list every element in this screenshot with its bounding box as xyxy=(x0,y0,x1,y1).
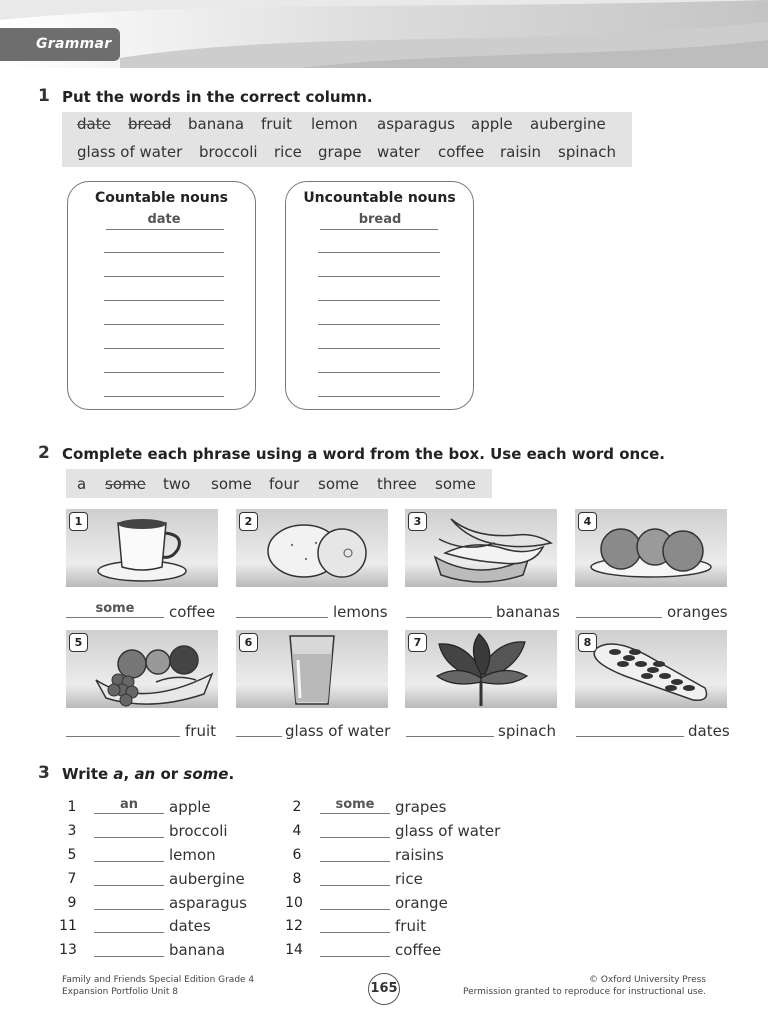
word-crossed: bread xyxy=(128,115,172,133)
phrase-word: lemons xyxy=(333,603,388,621)
example-answer: some xyxy=(95,601,135,616)
example-answer: some xyxy=(335,797,375,812)
item-number: 6 xyxy=(292,847,302,863)
exercise-instruction: Write a, an or some. xyxy=(62,765,235,783)
section-tab: Grammar xyxy=(0,28,120,61)
word: grape xyxy=(318,143,362,161)
item-word: asparagus xyxy=(169,894,247,912)
word: asparagus xyxy=(377,115,455,133)
bananas-icon xyxy=(405,509,557,587)
item-number-badge: 4 xyxy=(578,512,597,531)
answer-line[interactable] xyxy=(318,276,440,277)
item-number: 12 xyxy=(285,918,303,934)
footer-copyright: © Oxford University Press xyxy=(588,975,706,985)
item-number: 10 xyxy=(285,895,303,911)
phrase-word: dates xyxy=(688,722,730,740)
word: some xyxy=(318,475,359,493)
item-word: aubergine xyxy=(169,870,245,888)
item-word: fruit xyxy=(395,917,427,935)
page-number: 165 xyxy=(368,973,400,1005)
answer-line[interactable] xyxy=(94,885,164,886)
word: spinach xyxy=(558,143,616,161)
fruit-bowl-picture xyxy=(66,630,218,708)
exercise-instruction: Complete each phrase using a word from the box. Use each word once. xyxy=(62,445,665,463)
word: some xyxy=(435,475,476,493)
answer-line[interactable] xyxy=(94,813,164,814)
answer-line[interactable] xyxy=(94,909,164,910)
answer-line[interactable] xyxy=(320,229,438,230)
footer-permission: Permission granted to reproduce for instructional use. xyxy=(462,987,706,997)
answer-line[interactable] xyxy=(318,348,440,349)
phrase-word: glass of water xyxy=(285,722,391,740)
word: some xyxy=(211,475,252,493)
word-crossed: date xyxy=(77,115,111,133)
answer-line[interactable] xyxy=(104,300,224,301)
item-word: coffee xyxy=(395,941,442,959)
example-answer: bread xyxy=(358,212,402,227)
answer-line[interactable] xyxy=(94,837,164,838)
uncountable-column xyxy=(285,181,474,410)
item-word: orange xyxy=(395,894,448,912)
dates-dish-picture xyxy=(575,630,727,708)
dates-dish-icon xyxy=(575,630,727,708)
answer-line[interactable] xyxy=(318,324,440,325)
answer-line[interactable] xyxy=(66,736,180,737)
answer-line[interactable] xyxy=(94,956,164,957)
word: aubergine xyxy=(530,115,606,133)
word: two xyxy=(163,475,191,493)
answer-line[interactable] xyxy=(320,956,390,957)
answer-line[interactable] xyxy=(104,252,224,253)
phrase-word: coffee xyxy=(169,603,216,621)
word: rice xyxy=(274,143,302,161)
answer-line[interactable] xyxy=(320,813,390,814)
item-word: broccoli xyxy=(169,822,228,840)
answer-line[interactable] xyxy=(320,885,390,886)
item-word: grapes xyxy=(395,798,447,816)
word: water xyxy=(377,143,420,161)
word: broccoli xyxy=(199,143,258,161)
phrase-word: fruit xyxy=(185,722,217,740)
answer-line[interactable] xyxy=(318,300,440,301)
phrase-word: oranges xyxy=(667,603,728,621)
item-number-badge: 6 xyxy=(239,633,258,652)
item-word: rice xyxy=(395,870,423,888)
item-number: 8 xyxy=(292,871,302,887)
exercise-instruction: Put the words in the correct column. xyxy=(62,88,373,106)
item-word: banana xyxy=(169,941,226,959)
item-number-badge: 8 xyxy=(578,633,597,652)
answer-line[interactable] xyxy=(406,736,494,737)
word: four xyxy=(269,475,300,493)
lemons-icon xyxy=(236,509,388,587)
answer-line[interactable] xyxy=(576,736,684,737)
footer-unit: Expansion Portfolio Unit 8 xyxy=(62,987,178,997)
spinach-icon xyxy=(405,630,557,708)
word: coffee xyxy=(438,143,485,161)
item-word: dates xyxy=(169,917,211,935)
item-number: 1 xyxy=(67,799,77,815)
countable-column xyxy=(67,181,256,410)
exercise-number: 2 xyxy=(38,443,50,463)
answer-line[interactable] xyxy=(318,252,440,253)
exercise-number: 3 xyxy=(38,763,50,783)
item-number: 14 xyxy=(285,942,303,958)
glass-of-water-picture xyxy=(236,630,388,708)
coffee-cup-icon xyxy=(66,509,218,587)
item-number: 7 xyxy=(67,871,77,887)
answer-line[interactable] xyxy=(104,348,224,349)
answer-line[interactable] xyxy=(104,276,224,277)
item-number-badge: 1 xyxy=(69,512,88,531)
item-number: 9 xyxy=(67,895,77,911)
oranges-icon xyxy=(575,509,727,587)
answer-line[interactable] xyxy=(320,861,390,862)
word-crossed: some xyxy=(105,475,146,493)
lemons-picture xyxy=(236,509,388,587)
word: fruit xyxy=(261,115,293,133)
item-word: lemon xyxy=(169,846,216,864)
oranges-picture xyxy=(575,509,727,587)
item-word: apple xyxy=(169,798,211,816)
coffee-cup-picture xyxy=(66,509,218,587)
item-number-badge: 5 xyxy=(69,633,88,652)
item-number: 13 xyxy=(59,942,77,958)
spinach-picture xyxy=(405,630,557,708)
word: glass of water xyxy=(77,143,183,161)
word: apple xyxy=(471,115,513,133)
glass-of-water-icon xyxy=(236,630,388,708)
item-number-badge: 2 xyxy=(239,512,258,531)
answer-line[interactable] xyxy=(104,396,224,397)
answer-line[interactable] xyxy=(318,372,440,373)
answer-line[interactable] xyxy=(576,617,662,618)
word: a xyxy=(77,475,87,493)
exercise-number: 1 xyxy=(38,86,50,106)
answer-line[interactable] xyxy=(236,617,328,618)
answer-line[interactable] xyxy=(106,229,224,230)
item-word: glass of water xyxy=(395,822,501,840)
item-number: 11 xyxy=(59,918,77,934)
answer-line[interactable] xyxy=(94,861,164,862)
phrase-word: spinach xyxy=(498,722,556,740)
item-number: 2 xyxy=(292,799,302,815)
word: lemon xyxy=(311,115,358,133)
answer-line[interactable] xyxy=(104,372,224,373)
answer-line[interactable] xyxy=(94,932,164,933)
word: three xyxy=(377,475,417,493)
phrase-word: bananas xyxy=(496,603,560,621)
example-answer: an xyxy=(119,797,139,812)
answer-line[interactable] xyxy=(236,736,282,737)
bananas-picture xyxy=(405,509,557,587)
item-word: raisins xyxy=(395,846,444,864)
answer-line[interactable] xyxy=(320,837,390,838)
word: banana xyxy=(188,115,245,133)
item-number: 4 xyxy=(292,823,302,839)
item-number-badge: 3 xyxy=(408,512,427,531)
item-number: 5 xyxy=(67,847,77,863)
footer-course-title: Family and Friends Special Edition Grade 4 xyxy=(62,975,255,985)
item-number-badge: 7 xyxy=(408,633,427,652)
fruit-bowl-icon xyxy=(66,630,218,708)
answer-line[interactable] xyxy=(320,932,390,933)
answer-line[interactable] xyxy=(318,396,440,397)
example-answer: date xyxy=(147,212,181,227)
answer-line[interactable] xyxy=(320,909,390,910)
answer-line[interactable] xyxy=(406,617,492,618)
column-title: Countable nouns xyxy=(94,190,228,206)
answer-line[interactable] xyxy=(104,324,224,325)
item-number: 3 xyxy=(67,823,77,839)
answer-line[interactable] xyxy=(66,617,164,618)
word: raisin xyxy=(500,143,542,161)
column-title: Uncountable nouns xyxy=(303,190,456,206)
